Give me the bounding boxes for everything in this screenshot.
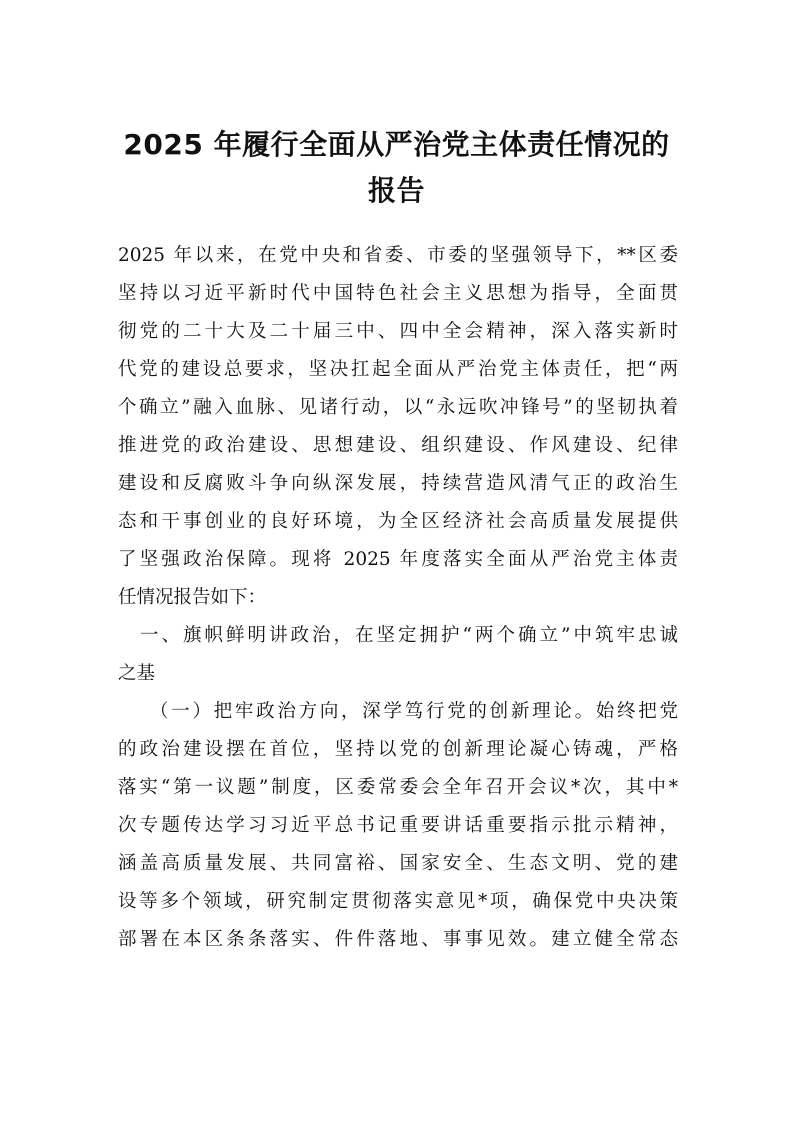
body-text-line: 任情况报告如下：	[118, 587, 267, 608]
body-text-line: 落实“第一议题”制度，区委常委会全年召开会议*次，其中*	[118, 777, 678, 798]
body-text-line: 个确立”融入血脉、见诸行动，以“永远吹冲锋号”的坚韧执着	[118, 397, 678, 418]
body-text-line: 部署在本区条条落实、件件落地、事事见效。建立健全常态	[118, 929, 678, 950]
body-text-line: 态和干事创业的良好环境，为全区经济社会高质量发展提供	[118, 511, 678, 532]
body-text-line: 建设和反腐败斗争向纵深发展，持续营造风清气正的政治生	[118, 473, 678, 494]
body-text-line: 推进党的政治建设、思想建设、组织建设、作风建设、纪律	[118, 435, 678, 456]
body-text-line: 彻党的二十大及二十届三中、四中全会精神，深入落实新时	[118, 321, 678, 342]
body-text-line: 次专题传达学习习近平总书记重要讲话重要指示批示精神，	[118, 815, 678, 836]
body-text-line: 的政治建设摆在首位，坚持以党的创新理论凝心铸魂，严格	[118, 739, 678, 760]
body-text-line: 坚持以习近平新时代中国特色社会主义思想为指导，全面贯	[118, 283, 678, 304]
subsection-text-line: （一）把牢政治方向，深学笃行党的创新理论。始终把党	[150, 701, 678, 722]
body-text-line: 代党的建设总要求，坚决扛起全面从严治党主体责任，把“两	[118, 359, 678, 380]
body-text-line: 设等多个领域，研究制定贯彻落实意见*项，确保党中央决策	[118, 891, 678, 912]
body-text-line: 涵盖高质量发展、共同富裕、国家安全、生态文明、党的建	[118, 853, 678, 874]
body-text-line: 了坚强政治保障。现将 2025 年度落实全面从严治党主体责	[118, 549, 678, 570]
report-title-line-1: 2025 年履行全面从严治党主体责任情况的	[123, 128, 670, 161]
body-text-line: 2025 年以来，在党中央和省委、市委的坚强领导下，**区委	[118, 245, 678, 266]
report-title-line-2: 报告	[367, 174, 425, 207]
section-heading-line: 之基	[118, 663, 156, 684]
section-heading-line: 一、旗帜鲜明讲政治，在坚定拥护“两个确立”中筑牢忠诚	[140, 625, 678, 646]
